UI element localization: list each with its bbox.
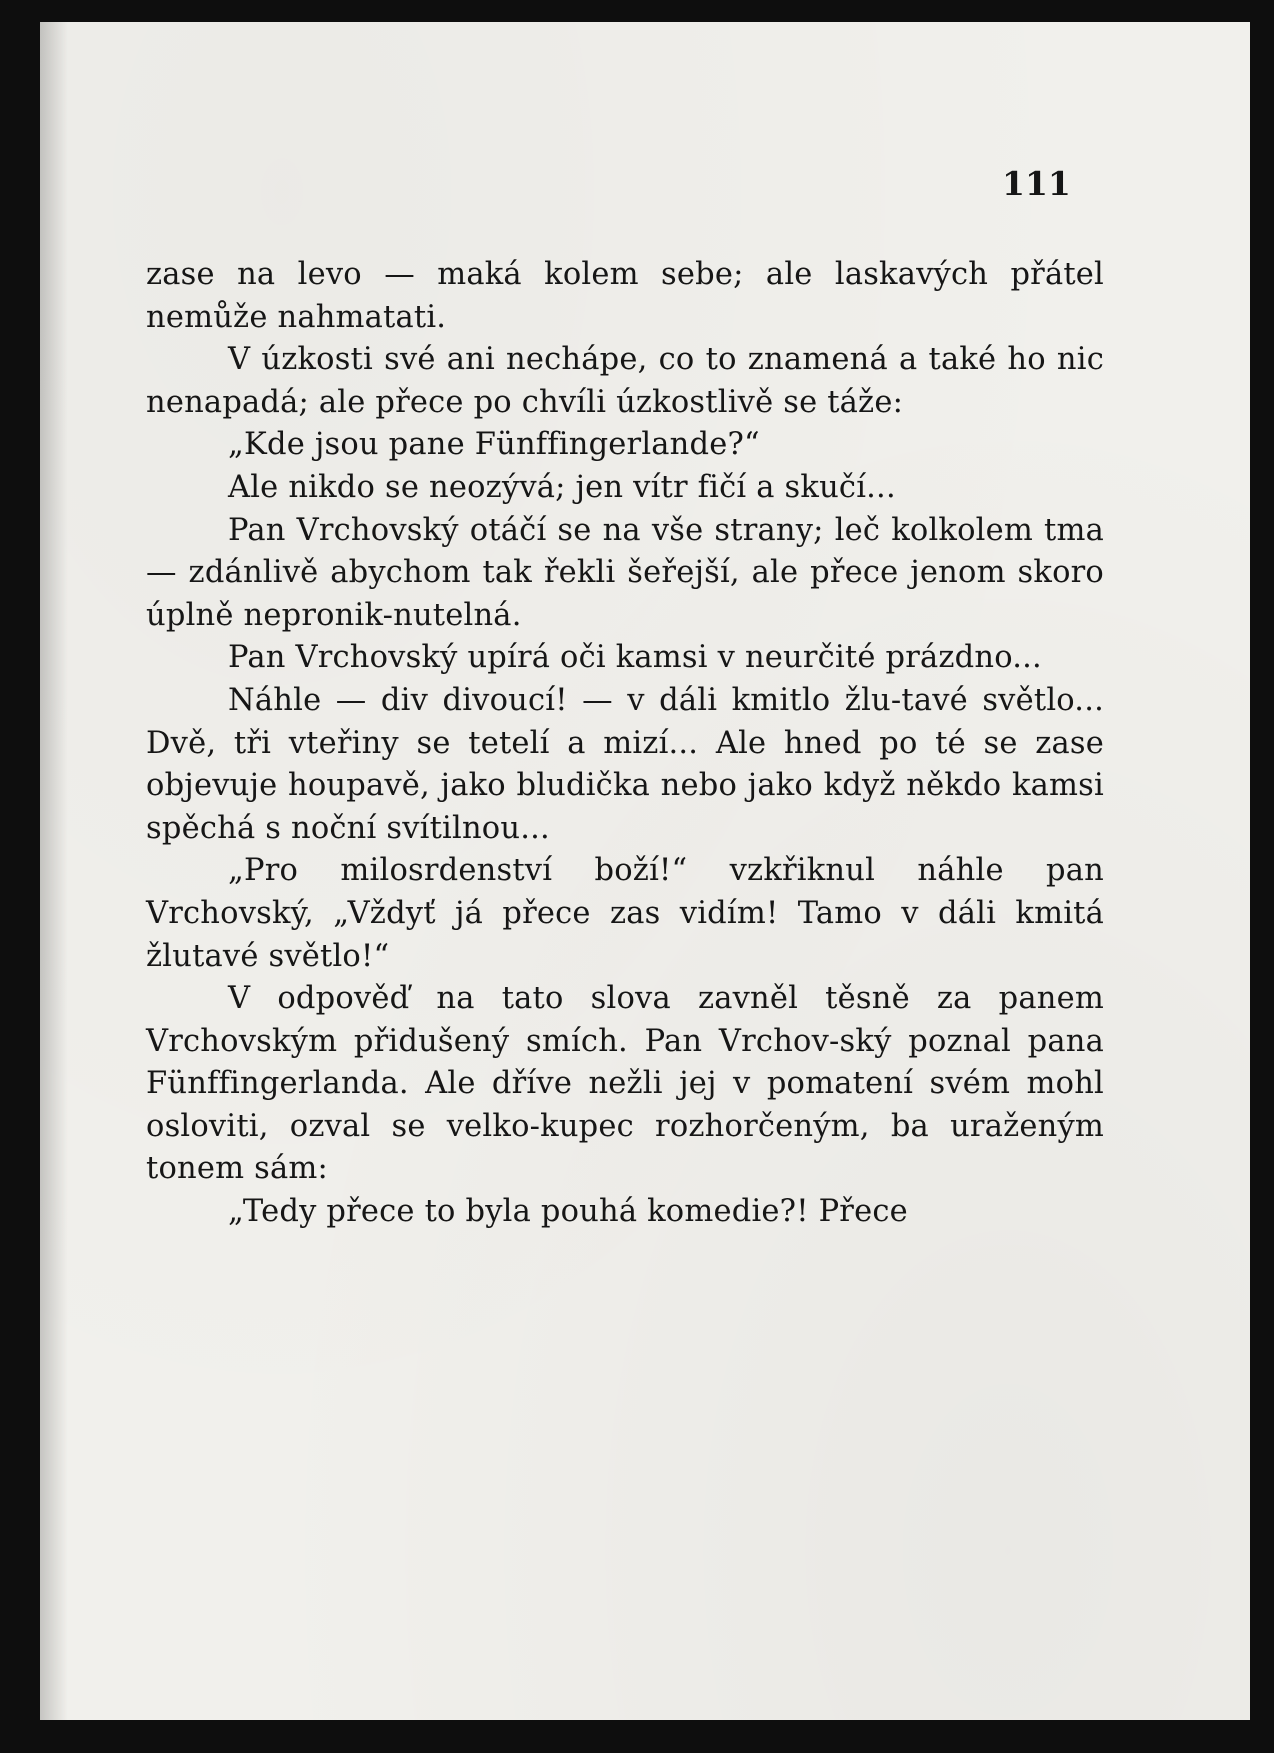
page-number: 111 [1002,164,1071,203]
paragraph: V úzkosti své ani nechápe, co to znamená a také ho nic nenapadá; ale přece po chvíli úzkostlivě se táže: [146,342,1104,420]
paragraph: Náhle — div divoucí! — v dáli kmitlo žlu-tavé světlo... Dvě, tři vteřiny se tetelí a mizí... Ale hned po té se zase objevuje houpavě, jako bludička nebo jako když někdo kamsi spěchá s noční svítilnou... [146,682,1104,846]
gutter-shadow [40,22,68,1720]
paragraph: Pan Vrchovský upírá oči kamsi v neurčité prázdno... [228,640,1042,676]
paragraph: „Pro milosrdenství boží!“ vzkřiknul náhle pan Vrchovský, „Vždyť já přece zas vidím! Tamo v dáli kmitá žlutavé světlo!“ [146,853,1104,974]
paragraph: zase na levo — maká kolem sebe; ale laskavých přátel nemůže nahmatati. [146,257,1104,335]
paragraph: „Tedy přece to byla pouhá komedie?! Přece [228,1194,908,1230]
paragraph: Ale nikdo se neozývá; jen vítr fičí a skučí... [228,469,896,505]
paragraph: „Kde jsou pane Fünffingerlande?“ [228,427,760,463]
book-page [40,22,1250,1720]
body-text [146,254,1104,1234]
paragraph: V odpověď na tato slova zavněl těsně za panem Vrchovským přidušený smích. Pan Vrchov-ský poznal pana Fünffingerlanda. Ale dříve nežli jej v pomatení svém mohl osloviti, ozval se velko-kupec rozhorčeným, ba uraženým tonem sám: [146,981,1104,1187]
paragraph: Pan Vrchovský otáčí se na vše strany; leč kolkolem tma — zdánlivě abychom tak řekli šeřejší, ale přece jenom skoro úplně nepronik-nutelná. [146,512,1104,633]
